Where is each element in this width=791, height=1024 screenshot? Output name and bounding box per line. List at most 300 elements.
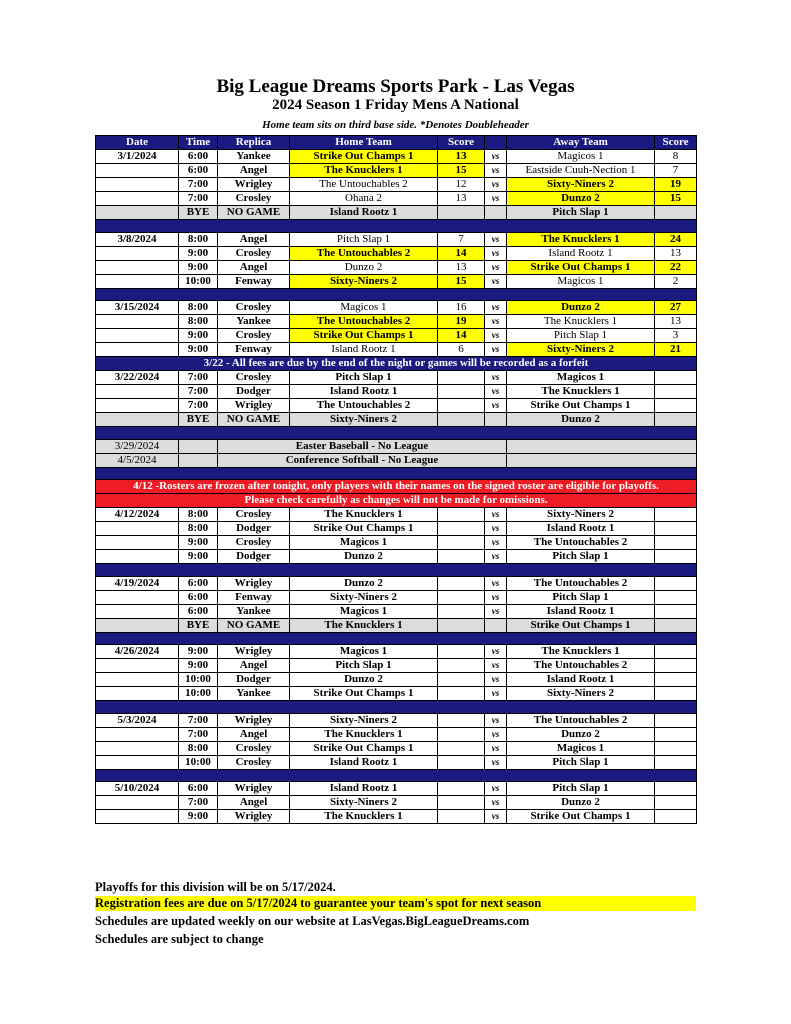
time-cell: 7:00 [179, 796, 218, 810]
home-score-cell [438, 371, 485, 385]
time-cell: 6:00 [179, 590, 218, 604]
notice-text: 3/22 - All fees are due by the end of the night or games will be recorded as a forfeit [96, 357, 697, 371]
time-cell: 9:00 [179, 550, 218, 564]
away-team-cell: Pitch Slap 1 [507, 550, 655, 564]
time-cell: 7:00 [179, 713, 218, 727]
separator-cell [96, 632, 697, 645]
game-row [96, 659, 697, 673]
week-separator [96, 220, 697, 233]
home-score-cell [438, 590, 485, 604]
home-team-cell: Sixty-Niners 2 [290, 274, 438, 288]
field-cell: Wrigley [218, 810, 290, 824]
game-row [96, 301, 697, 315]
field-cell: Angel [218, 164, 290, 178]
home-team-cell: The Untouchables 2 [290, 246, 438, 260]
away-team-cell: The Untouchables 2 [507, 536, 655, 550]
home-score-cell [438, 659, 485, 673]
away-score-cell: 19 [655, 178, 697, 192]
away-team-cell: Dunzo 2 [507, 413, 655, 427]
versus-cell: vs [485, 150, 507, 164]
page-title: Big League Dreams Sports Park - Las Vegas [216, 76, 575, 97]
away-team-cell: Strike Out Champs 1 [507, 810, 655, 824]
away-team-cell: The Untouchables 2 [507, 576, 655, 590]
blank-cell [507, 439, 697, 453]
date-cell [96, 604, 179, 618]
home-score-cell: 14 [438, 246, 485, 260]
game-row [96, 796, 697, 810]
week-separator [96, 288, 697, 301]
away-score-cell [655, 550, 697, 564]
versus-cell: vs [485, 536, 507, 550]
home-team-cell: Sixty-Niners 2 [290, 590, 438, 604]
field-cell: Wrigley [218, 713, 290, 727]
versus-cell: vs [485, 399, 507, 413]
field-cell: Yankee [218, 604, 290, 618]
game-row [96, 343, 697, 357]
date-cell [96, 741, 179, 755]
versus-cell: vs [485, 164, 507, 178]
home-team-cell: The Knucklers 1 [290, 727, 438, 741]
versus-cell: vs [485, 343, 507, 357]
table-header-row [96, 136, 697, 150]
date-cell [96, 522, 179, 536]
game-row [96, 315, 697, 329]
date-cell [96, 755, 179, 769]
no-league-row [96, 453, 697, 467]
away-team-cell: Magicos 1 [507, 741, 655, 755]
versus-cell: vs [485, 687, 507, 701]
home-score-cell: 15 [438, 164, 485, 178]
versus-cell [485, 413, 507, 427]
away-team-cell: Sixty-Niners 2 [507, 687, 655, 701]
away-team-cell: Magicos 1 [507, 274, 655, 288]
home-team-cell: Dunzo 2 [290, 673, 438, 687]
date-cell: 4/12/2024 [96, 508, 179, 522]
time-cell: 9:00 [179, 246, 218, 260]
column-header: Score [655, 136, 697, 150]
date-cell [96, 590, 179, 604]
away-score-cell [655, 522, 697, 536]
home-team-cell: The Untouchables 2 [290, 315, 438, 329]
column-header: Home Team [290, 136, 438, 150]
field-cell: Crosley [218, 755, 290, 769]
home-score-cell: 15 [438, 274, 485, 288]
home-score-cell: 19 [438, 315, 485, 329]
date-cell: 4/19/2024 [96, 576, 179, 590]
date-cell [96, 315, 179, 329]
game-row [96, 713, 697, 727]
home-team-cell: Sixty-Niners 2 [290, 796, 438, 810]
website-note: Schedules are updated weekly on our website at LasVegas.BigLeagueDreams.com [95, 914, 530, 928]
versus-cell: vs [485, 232, 507, 246]
away-team-cell: Island Rootz 1 [507, 673, 655, 687]
home-score-cell: 13 [438, 260, 485, 274]
game-row [96, 260, 697, 274]
time-cell: 7:00 [179, 399, 218, 413]
time-cell: BYE [179, 206, 218, 220]
field-cell: Angel [218, 727, 290, 741]
time-cell: 8:00 [179, 522, 218, 536]
away-score-cell [655, 673, 697, 687]
field-cell: Yankee [218, 150, 290, 164]
time-cell: 6:00 [179, 782, 218, 796]
away-score-cell [655, 713, 697, 727]
field-cell: Wrigley [218, 645, 290, 659]
date-cell [96, 178, 179, 192]
week-separator [96, 769, 697, 782]
separator-cell [96, 220, 697, 233]
game-row [96, 687, 697, 701]
time-cell: 10:00 [179, 274, 218, 288]
game-row [96, 727, 697, 741]
date-cell [96, 329, 179, 343]
game-row [96, 536, 697, 550]
away-team-cell: Sixty-Niners 2 [507, 178, 655, 192]
home-team-cell: Dunzo 2 [290, 260, 438, 274]
game-row [96, 274, 697, 288]
away-score-cell: 7 [655, 164, 697, 178]
field-cell: Crosley [218, 741, 290, 755]
versus-cell: vs [485, 810, 507, 824]
home-score-cell: 7 [438, 232, 485, 246]
game-row [96, 810, 697, 824]
time-cell: 9:00 [179, 260, 218, 274]
home-team-cell: Island Rootz 1 [290, 206, 438, 220]
field-cell: Wrigley [218, 576, 290, 590]
home-score-cell [438, 206, 485, 220]
away-score-cell: 8 [655, 150, 697, 164]
field-cell: Dodger [218, 550, 290, 564]
time-cell: 8:00 [179, 741, 218, 755]
date-cell [96, 260, 179, 274]
away-score-cell [655, 385, 697, 399]
away-team-cell: Strike Out Champs 1 [507, 618, 655, 632]
versus-cell [485, 618, 507, 632]
field-cell: Fenway [218, 590, 290, 604]
game-row [96, 550, 697, 564]
home-team-cell: Island Rootz 1 [290, 782, 438, 796]
home-score-cell [438, 522, 485, 536]
versus-cell: vs [485, 301, 507, 315]
home-score-cell [438, 755, 485, 769]
date-cell: 3/29/2024 [96, 439, 179, 453]
date-cell: 3/15/2024 [96, 301, 179, 315]
away-team-cell: Pitch Slap 1 [507, 206, 655, 220]
away-team-cell: Dunzo 2 [507, 301, 655, 315]
away-score-cell [655, 687, 697, 701]
time-cell: 10:00 [179, 687, 218, 701]
versus-cell: vs [485, 371, 507, 385]
away-score-cell [655, 618, 697, 632]
date-cell [96, 206, 179, 220]
date-cell [96, 727, 179, 741]
date-cell [96, 164, 179, 178]
game-row [96, 164, 697, 178]
versus-cell: vs [485, 659, 507, 673]
separator-cell [96, 564, 697, 577]
versus-cell: vs [485, 315, 507, 329]
roster-alert-row [96, 494, 697, 508]
home-team-cell: Magicos 1 [290, 604, 438, 618]
home-score-cell [438, 399, 485, 413]
home-score-cell [438, 645, 485, 659]
game-row [96, 782, 697, 796]
versus-cell: vs [485, 645, 507, 659]
away-team-cell: Dunzo 2 [507, 796, 655, 810]
field-cell: Crosley [218, 246, 290, 260]
home-score-cell [438, 741, 485, 755]
game-row [96, 673, 697, 687]
home-score-cell [438, 673, 485, 687]
game-row [96, 192, 697, 206]
away-score-cell: 3 [655, 329, 697, 343]
home-team-cell: Magicos 1 [290, 536, 438, 550]
away-team-cell: Strike Out Champs 1 [507, 399, 655, 413]
game-row [96, 755, 697, 769]
home-team-cell: The Knucklers 1 [290, 508, 438, 522]
change-note: Schedules are subject to change [95, 932, 264, 946]
away-score-cell [655, 741, 697, 755]
away-team-cell: The Knucklers 1 [507, 645, 655, 659]
away-score-cell [655, 659, 697, 673]
home-team-cell: Strike Out Champs 1 [290, 687, 438, 701]
versus-cell: vs [485, 385, 507, 399]
away-score-cell [655, 508, 697, 522]
field-cell: NO GAME [218, 618, 290, 632]
versus-cell: vs [485, 508, 507, 522]
away-team-cell: The Untouchables 2 [507, 659, 655, 673]
away-team-cell: Eastside Cuuh-Nection 1 [507, 164, 655, 178]
versus-cell: vs [485, 178, 507, 192]
home-team-cell: Magicos 1 [290, 301, 438, 315]
field-cell: Angel [218, 796, 290, 810]
date-cell [96, 550, 179, 564]
week-separator [96, 427, 697, 440]
away-team-cell: Island Rootz 1 [507, 522, 655, 536]
away-team-cell: Pitch Slap 1 [507, 590, 655, 604]
home-team-cell: The Knucklers 1 [290, 810, 438, 824]
separator-cell [96, 467, 697, 480]
home-team-cell: Magicos 1 [290, 645, 438, 659]
away-team-cell: Magicos 1 [507, 150, 655, 164]
week-separator [96, 564, 697, 577]
away-score-cell [655, 206, 697, 220]
home-team-cell: Strike Out Champs 1 [290, 150, 438, 164]
separator-cell [96, 288, 697, 301]
schedule-table [95, 135, 697, 824]
field-cell: Wrigley [218, 782, 290, 796]
home-team-cell: Island Rootz 1 [290, 755, 438, 769]
game-row [96, 178, 697, 192]
page-subtitle: 2024 Season 1 Friday Mens A National [272, 97, 519, 113]
blank-cell [507, 453, 697, 467]
field-cell: Angel [218, 659, 290, 673]
away-score-cell [655, 796, 697, 810]
home-score-cell: 13 [438, 150, 485, 164]
no-league-row [96, 439, 697, 453]
date-cell [96, 343, 179, 357]
column-header: Time [179, 136, 218, 150]
date-cell [96, 399, 179, 413]
versus-cell: vs [485, 550, 507, 564]
versus-cell: vs [485, 604, 507, 618]
versus-cell: vs [485, 274, 507, 288]
home-team-cell: Strike Out Champs 1 [290, 329, 438, 343]
away-score-cell [655, 536, 697, 550]
away-score-cell: 15 [655, 192, 697, 206]
home-team-cell: Island Rootz 1 [290, 343, 438, 357]
fee-notice-row [96, 357, 697, 371]
home-score-cell [438, 796, 485, 810]
field-cell: Angel [218, 260, 290, 274]
game-row [96, 576, 697, 590]
home-score-cell [438, 385, 485, 399]
time-cell: 10:00 [179, 673, 218, 687]
separator-cell [96, 769, 697, 782]
away-team-cell: Sixty-Niners 2 [507, 343, 655, 357]
home-score-cell [438, 713, 485, 727]
time-cell: 6:00 [179, 604, 218, 618]
time-cell: 10:00 [179, 755, 218, 769]
home-team-cell: Dunzo 2 [290, 550, 438, 564]
separator-cell [96, 427, 697, 440]
time-cell: BYE [179, 413, 218, 427]
versus-cell: vs [485, 590, 507, 604]
versus-cell: vs [485, 755, 507, 769]
game-row [96, 741, 697, 755]
time-cell: 7:00 [179, 385, 218, 399]
date-cell [96, 192, 179, 206]
date-cell: 3/1/2024 [96, 150, 179, 164]
home-score-cell [438, 576, 485, 590]
column-header [485, 136, 507, 150]
home-score-cell [438, 782, 485, 796]
home-team-cell: Sixty-Niners 2 [290, 713, 438, 727]
time-cell: 8:00 [179, 232, 218, 246]
home-score-cell: 12 [438, 178, 485, 192]
home-score-cell [438, 508, 485, 522]
away-team-cell: Strike Out Champs 1 [507, 260, 655, 274]
away-team-cell: Island Rootz 1 [507, 246, 655, 260]
home-score-cell: 16 [438, 301, 485, 315]
registration-note: Registration fees are due on 5/17/2024 to guarantee your team's spot for next season [95, 896, 696, 911]
game-row [96, 522, 697, 536]
column-header: Score [438, 136, 485, 150]
versus-cell: vs [485, 782, 507, 796]
field-cell: Fenway [218, 343, 290, 357]
away-team-cell: Island Rootz 1 [507, 604, 655, 618]
home-team-cell: Ohana 2 [290, 192, 438, 206]
home-team-cell: The Untouchables 2 [290, 399, 438, 413]
field-cell: Dodger [218, 673, 290, 687]
time-cell: 8:00 [179, 301, 218, 315]
versus-cell: vs [485, 673, 507, 687]
versus-cell: vs [485, 796, 507, 810]
date-cell: 5/10/2024 [96, 782, 179, 796]
date-cell [96, 618, 179, 632]
away-score-cell: 21 [655, 343, 697, 357]
time-cell: 6:00 [179, 150, 218, 164]
field-cell: NO GAME [218, 206, 290, 220]
bye-row [96, 413, 697, 427]
field-cell: Dodger [218, 522, 290, 536]
schedule-body [96, 150, 697, 824]
time-cell: 9:00 [179, 329, 218, 343]
time-cell: 7:00 [179, 192, 218, 206]
time-cell: 7:00 [179, 727, 218, 741]
away-team-cell: Pitch Slap 1 [507, 782, 655, 796]
date-cell [96, 810, 179, 824]
game-row [96, 150, 697, 164]
away-score-cell [655, 399, 697, 413]
home-score-cell [438, 413, 485, 427]
away-score-cell: 27 [655, 301, 697, 315]
column-header: Replica [218, 136, 290, 150]
week-separator [96, 467, 697, 480]
week-separator [96, 632, 697, 645]
home-team-cell: Sixty-Niners 2 [290, 413, 438, 427]
home-team-cell: Dunzo 2 [290, 576, 438, 590]
home-score-cell: 6 [438, 343, 485, 357]
column-header: Date [96, 136, 179, 150]
time-cell: 7:00 [179, 178, 218, 192]
date-cell [96, 536, 179, 550]
away-team-cell: The Untouchables 2 [507, 713, 655, 727]
game-row [96, 645, 697, 659]
field-cell: Crosley [218, 371, 290, 385]
time-cell: 9:00 [179, 659, 218, 673]
time-cell: 8:00 [179, 508, 218, 522]
game-row [96, 604, 697, 618]
versus-cell: vs [485, 329, 507, 343]
home-team-cell: The Untouchables 2 [290, 178, 438, 192]
date-cell [96, 796, 179, 810]
game-row [96, 399, 697, 413]
home-score-cell: 13 [438, 192, 485, 206]
game-row [96, 590, 697, 604]
time-cell: 9:00 [179, 536, 218, 550]
away-score-cell: 13 [655, 246, 697, 260]
blank-cell [179, 453, 218, 467]
away-score-cell [655, 576, 697, 590]
field-cell: Crosley [218, 536, 290, 550]
field-cell: NO GAME [218, 413, 290, 427]
home-team-cell: Pitch Slap 1 [290, 232, 438, 246]
time-cell: 9:00 [179, 645, 218, 659]
home-team-cell: Strike Out Champs 1 [290, 522, 438, 536]
field-cell: Angel [218, 232, 290, 246]
date-cell [96, 687, 179, 701]
home-team-cell: The Knucklers 1 [290, 164, 438, 178]
away-team-cell: The Knucklers 1 [507, 315, 655, 329]
time-cell: 9:00 [179, 810, 218, 824]
versus-cell: vs [485, 727, 507, 741]
away-team-cell: Dunzo 2 [507, 192, 655, 206]
blank-cell [179, 439, 218, 453]
time-cell: 9:00 [179, 343, 218, 357]
versus-cell: vs [485, 192, 507, 206]
away-score-cell [655, 727, 697, 741]
versus-cell: vs [485, 741, 507, 755]
away-team-cell: The Knucklers 1 [507, 232, 655, 246]
separator-cell [96, 701, 697, 714]
date-cell [96, 274, 179, 288]
game-row [96, 232, 697, 246]
field-cell: Crosley [218, 508, 290, 522]
date-cell [96, 246, 179, 260]
away-team-cell: Dunzo 2 [507, 727, 655, 741]
home-score-cell [438, 618, 485, 632]
